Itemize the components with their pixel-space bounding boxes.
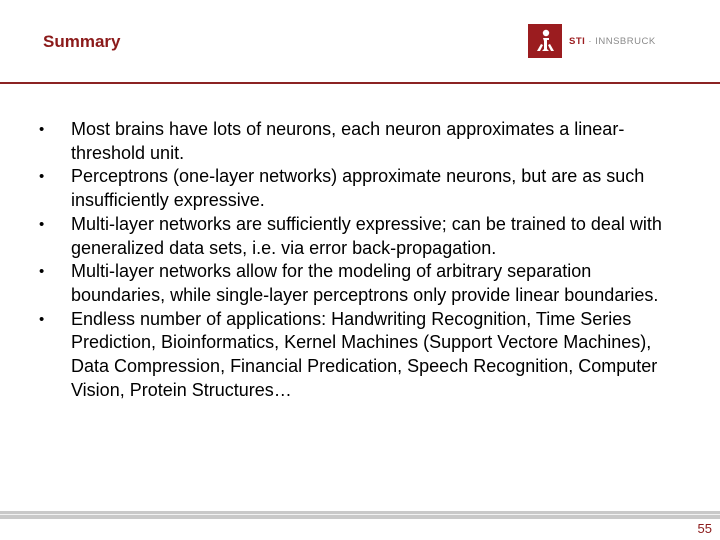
bullet-text: Perceptrons (one-layer networks) approximate neurons, but are as such insufficiently expressive. bbox=[71, 166, 645, 211]
bullet-text: Endless number of applications: Handwriting Recognition, Time Series Prediction, Bioinformatics, Kernel Machines (Support Vectore Machines), Data Compression, Financial Predication, Speech Recognition, Computer Vision, Protein Structures… bbox=[71, 308, 658, 400]
bullet-item bbox=[0, 213, 720, 260]
logo-wordmark bbox=[569, 36, 656, 47]
logo-brand: STI bbox=[569, 35, 586, 47]
slide-title: Summary bbox=[43, 32, 121, 51]
bullet-item bbox=[0, 308, 720, 403]
logo-location: INNSBRUCK bbox=[595, 35, 656, 47]
bullet-item bbox=[0, 118, 720, 165]
bullet-text: Multi-layer networks allow for the modeling of arbitrary separation boundaries, while single-layer perceptrons only provide linear boundaries. bbox=[71, 261, 659, 305]
bullet-item bbox=[0, 165, 720, 212]
page-number: 55 bbox=[697, 521, 712, 536]
bullet-text: Most brains have lots of neurons, each neuron approximates a linear-threshold unit. bbox=[71, 119, 625, 163]
logo-separator: · bbox=[585, 35, 596, 47]
bullet-text: Multi-layer networks are sufficiently expressive; can be trained to deal with generalized data sets, i.e. via error back-propagation. bbox=[71, 213, 662, 258]
header-divider bbox=[0, 82, 720, 84]
sti-innsbruck-logo bbox=[528, 24, 656, 58]
footer-bar-highlight bbox=[0, 514, 720, 515]
summary-bullet-list bbox=[0, 118, 720, 402]
bullet-item bbox=[0, 260, 720, 307]
bullet-dot-icon: • bbox=[39, 263, 45, 281]
bullet-dot-icon: • bbox=[39, 168, 45, 186]
sti-logo-icon bbox=[528, 24, 562, 58]
bullet-dot-icon: • bbox=[39, 121, 45, 138]
footer-bar bbox=[0, 511, 720, 519]
bullet-dot-icon: • bbox=[39, 215, 45, 233]
bullet-dot-icon: • bbox=[39, 310, 45, 328]
